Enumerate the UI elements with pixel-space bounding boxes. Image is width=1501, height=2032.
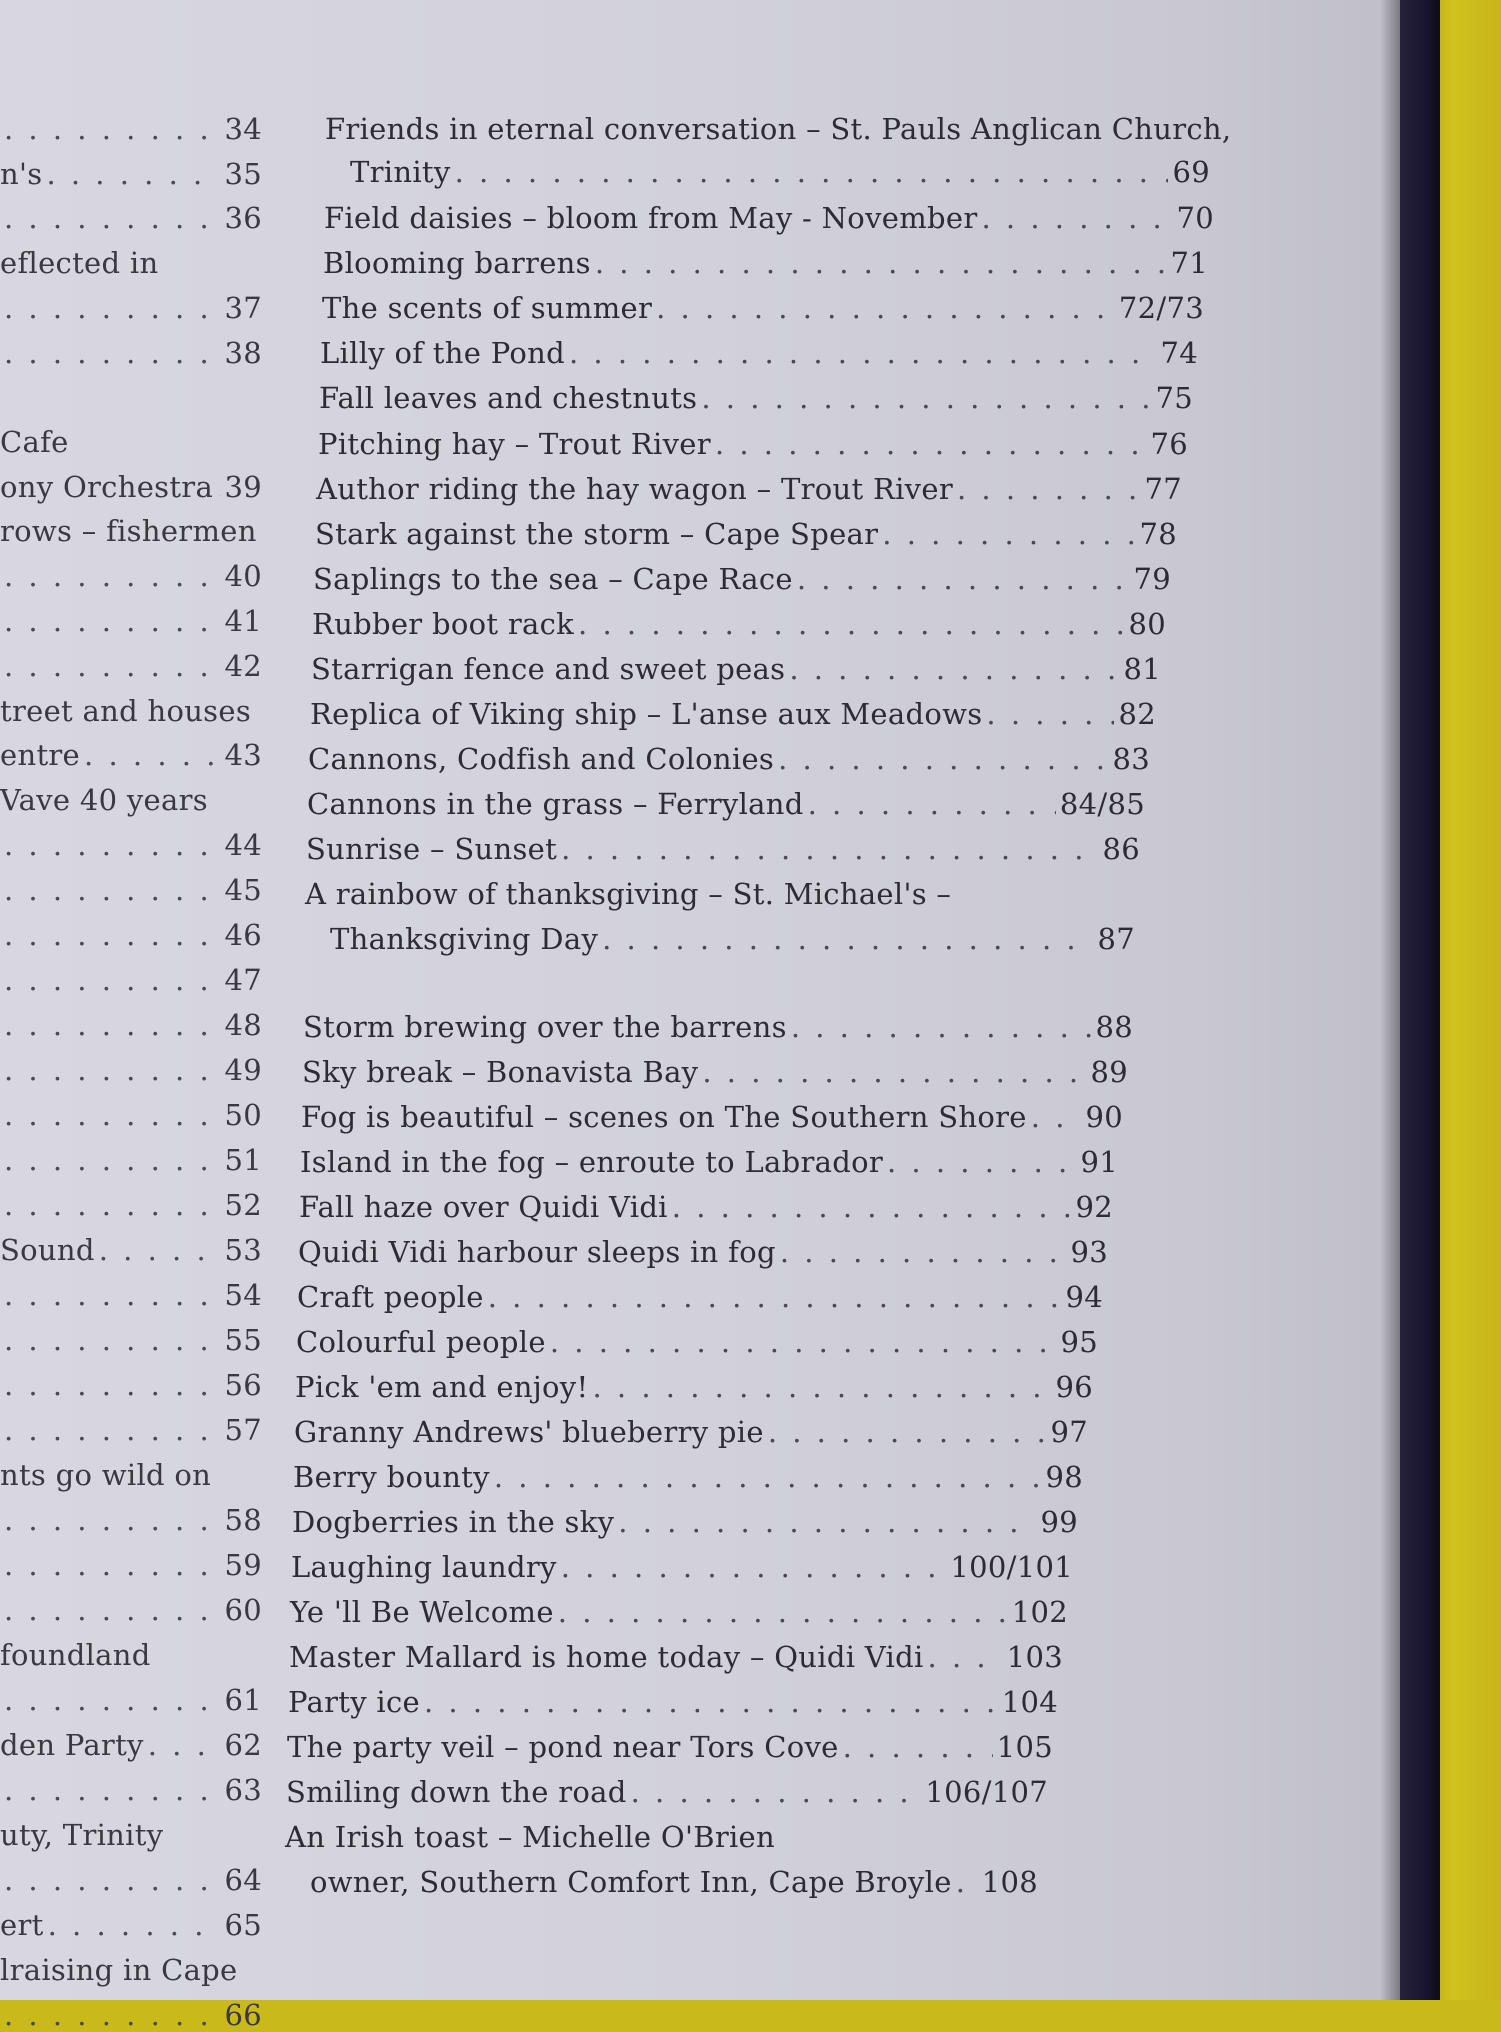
entry-title: Lilly of the Pond bbox=[320, 336, 565, 370]
entry-title: n's bbox=[0, 157, 43, 191]
right-index-entry bbox=[315, 517, 1177, 551]
dot-leader bbox=[48, 1908, 221, 1942]
right-index-entry bbox=[302, 1055, 1128, 1089]
right-index-entry bbox=[292, 1505, 1078, 1539]
right-index-entry bbox=[319, 381, 1193, 415]
left-index-entry bbox=[0, 828, 262, 862]
entry-title: An Irish toast – Michelle O'Brien bbox=[285, 1820, 775, 1854]
left-index-entry bbox=[0, 649, 262, 683]
entry-page-number: 61 bbox=[224, 1683, 262, 1717]
dot-leader bbox=[4, 1593, 220, 1627]
dot-leader bbox=[4, 291, 220, 325]
dot-leader bbox=[592, 1370, 1051, 1404]
right-index-entry bbox=[300, 1145, 1118, 1179]
entry-page-number: 60 bbox=[224, 1593, 262, 1627]
entry-page-number: 34 bbox=[224, 112, 262, 146]
dot-leader bbox=[99, 1233, 221, 1267]
entry-title: Sound bbox=[0, 1233, 95, 1267]
left-index-entry bbox=[0, 1593, 262, 1627]
entry-title: Cannons in the grass – Ferryland bbox=[307, 787, 804, 821]
dot-leader bbox=[797, 562, 1130, 596]
entry-page-number: 39 bbox=[224, 470, 262, 504]
left-index-entry bbox=[0, 1143, 262, 1177]
left-index-entry bbox=[0, 1818, 262, 1852]
entry-title: ony Orchestra bbox=[0, 470, 214, 504]
left-index-entry bbox=[0, 559, 262, 593]
left-index-entry bbox=[0, 470, 262, 504]
entry-page-number: 93 bbox=[1070, 1235, 1108, 1269]
entry-page-number: 51 bbox=[224, 1143, 262, 1177]
dot-leader bbox=[4, 559, 220, 593]
dot-leader bbox=[4, 1008, 220, 1042]
entry-page-number: 76 bbox=[1150, 427, 1188, 461]
entry-page-number: 58 bbox=[224, 1503, 262, 1537]
entry-title: Island in the fog – enroute to Labrador bbox=[300, 1145, 883, 1179]
dot-leader bbox=[780, 1235, 1067, 1269]
right-index-entry bbox=[294, 1415, 1088, 1449]
right-index-entry bbox=[301, 1100, 1123, 1134]
right-index-entry bbox=[320, 336, 1198, 370]
left-index-entry bbox=[0, 1233, 262, 1267]
entry-title: A rainbow of thanksgiving – St. Michael's – bbox=[305, 877, 952, 911]
dot-leader bbox=[887, 1145, 1076, 1179]
left-index-entry bbox=[0, 1458, 262, 1492]
entry-title: Trinity bbox=[350, 155, 451, 189]
left-index-entry bbox=[0, 873, 262, 907]
dot-leader bbox=[4, 918, 220, 952]
left-index-entry bbox=[0, 291, 262, 325]
entry-page-number: 38 bbox=[224, 336, 262, 370]
entry-page-number: 47 bbox=[224, 963, 262, 997]
dot-leader bbox=[789, 652, 1119, 686]
entry-page-number: 53 bbox=[224, 1233, 262, 1267]
right-index-entry bbox=[313, 562, 1171, 596]
dot-leader bbox=[4, 1503, 220, 1537]
right-index-entry bbox=[324, 201, 1214, 235]
entry-page-number: 57 bbox=[224, 1413, 262, 1447]
left-index-entry bbox=[0, 1728, 262, 1762]
dot-leader bbox=[778, 742, 1108, 776]
entry-title: Berry bounty bbox=[293, 1460, 490, 1494]
right-index-entry bbox=[316, 472, 1182, 506]
dot-leader bbox=[558, 1595, 1008, 1629]
entry-title: Stark against the storm – Cape Spear bbox=[315, 517, 879, 551]
right-index-entry bbox=[287, 1730, 1053, 1764]
entry-title: Cafe bbox=[0, 425, 69, 459]
entry-title: Colourful people bbox=[296, 1325, 546, 1359]
dot-leader bbox=[631, 1775, 922, 1809]
left-index-entry bbox=[0, 1098, 262, 1132]
left-index-entry bbox=[0, 1188, 262, 1222]
entry-title: Master Mallard is home today – Quidi Vidi bbox=[289, 1640, 924, 1674]
entry-page-number: 82 bbox=[1118, 697, 1156, 731]
entry-page-number: 106/107 bbox=[925, 1775, 1048, 1809]
entry-page-number: 48 bbox=[224, 1008, 262, 1042]
entry-title: Sky break – Bonavista Bay bbox=[302, 1055, 699, 1089]
entry-title: Author riding the hay wagon – Trout River bbox=[316, 472, 953, 506]
right-index-entry bbox=[295, 1370, 1093, 1404]
right-index-entry bbox=[286, 1775, 1048, 1809]
right-index-entry bbox=[308, 742, 1150, 776]
entry-page-number: 65 bbox=[224, 1908, 262, 1942]
entry-page-number: 74 bbox=[1160, 336, 1198, 370]
right-index-entry bbox=[303, 1010, 1133, 1044]
entry-title: Sunrise – Sunset bbox=[306, 832, 558, 866]
right-index-entry bbox=[305, 877, 1135, 911]
dot-leader bbox=[4, 1413, 220, 1447]
entry-title: Thanksgiving Day bbox=[330, 922, 599, 956]
left-index-entry bbox=[0, 157, 262, 191]
entry-title: Laughing laundry bbox=[291, 1550, 557, 1584]
entry-title: Vave 40 years bbox=[0, 783, 208, 817]
left-index-entry bbox=[0, 604, 262, 638]
left-index-entry bbox=[0, 1323, 262, 1357]
dot-leader bbox=[701, 381, 1151, 415]
right-index-entry bbox=[310, 1865, 1038, 1899]
dot-leader bbox=[561, 832, 1098, 866]
dot-leader bbox=[4, 201, 220, 235]
entry-page-number: 45 bbox=[224, 873, 262, 907]
right-index-entry bbox=[310, 697, 1156, 731]
entry-page-number: 99 bbox=[1040, 1505, 1078, 1539]
dot-leader bbox=[578, 607, 1124, 641]
entry-title: Granny Andrews' blueberry pie bbox=[294, 1415, 764, 1449]
entry-title: owner, Southern Comfort Inn, Cape Broyle bbox=[310, 1865, 952, 1899]
left-index-entry bbox=[0, 425, 262, 459]
dot-leader bbox=[4, 1683, 220, 1717]
right-index-entry bbox=[298, 1235, 1108, 1269]
right-index-entry bbox=[330, 922, 1135, 956]
entry-page-number: 78 bbox=[1139, 517, 1177, 551]
entry-page-number: 35 bbox=[224, 157, 262, 191]
entry-title: Friends in eternal conversation – St. Pauls Anglican Church, bbox=[325, 112, 1232, 146]
entry-page-number: 44 bbox=[224, 828, 262, 862]
dot-leader bbox=[882, 517, 1135, 551]
entry-page-number: 92 bbox=[1075, 1190, 1113, 1224]
entry-title: nts go wild on bbox=[0, 1458, 212, 1492]
dot-leader bbox=[494, 1460, 1042, 1494]
entry-title: Ye 'll Be Welcome bbox=[290, 1595, 554, 1629]
entry-title: foundland bbox=[0, 1638, 151, 1672]
dot-leader bbox=[957, 472, 1140, 506]
dot-leader bbox=[715, 427, 1147, 461]
left-index-entry bbox=[0, 112, 262, 146]
right-index-entry bbox=[288, 1685, 1058, 1719]
dot-leader bbox=[928, 1640, 1003, 1674]
entry-page-number: 84/85 bbox=[1059, 787, 1145, 821]
dot-leader bbox=[595, 246, 1167, 280]
entry-title: Fog is beautiful – scenes on The Southern Shore bbox=[301, 1100, 1027, 1134]
entry-title: Field daisies – bloom from May - November bbox=[324, 201, 978, 235]
entry-title: Craft people bbox=[297, 1280, 484, 1314]
left-index-entry bbox=[0, 1773, 262, 1807]
left-index-entry bbox=[0, 246, 262, 280]
left-index-entry bbox=[0, 1053, 262, 1087]
entry-page-number: 66 bbox=[224, 1998, 262, 2032]
entry-title: The scents of summer bbox=[322, 291, 653, 325]
dot-leader bbox=[4, 604, 220, 638]
entry-title: Fall haze over Quidi Vidi bbox=[299, 1190, 668, 1224]
entry-title: lraising in Cape bbox=[0, 1953, 238, 1987]
entry-title: Rubber boot rack bbox=[312, 607, 575, 641]
entry-page-number: 81 bbox=[1123, 652, 1161, 686]
dot-leader bbox=[1031, 1100, 1082, 1134]
entry-page-number: 49 bbox=[224, 1053, 262, 1087]
dot-leader bbox=[602, 922, 1093, 956]
entry-page-number: 40 bbox=[224, 559, 262, 593]
left-index-entry bbox=[0, 918, 262, 952]
entry-page-number: 56 bbox=[224, 1368, 262, 1402]
entry-title: Replica of Viking ship – L'anse aux Meadows bbox=[310, 697, 983, 731]
entry-title: Smiling down the road bbox=[286, 1775, 627, 1809]
dot-leader bbox=[656, 291, 1115, 325]
right-index-entry bbox=[318, 427, 1188, 461]
dot-leader bbox=[4, 336, 220, 370]
entry-page-number: 79 bbox=[1133, 562, 1171, 596]
entry-page-number: 75 bbox=[1155, 381, 1193, 415]
entry-page-number: 41 bbox=[224, 604, 262, 638]
dot-leader bbox=[46, 157, 220, 191]
dot-leader bbox=[4, 1143, 220, 1177]
right-index-entry bbox=[285, 1820, 1043, 1854]
dot-leader bbox=[455, 155, 1169, 189]
dot-leader bbox=[808, 787, 1056, 821]
entry-page-number: 90 bbox=[1085, 1100, 1123, 1134]
entry-page-number: 54 bbox=[224, 1278, 262, 1312]
entry-page-number: 77 bbox=[1144, 472, 1182, 506]
dot-leader bbox=[982, 201, 1173, 235]
entry-page-number: 64 bbox=[224, 1863, 262, 1897]
right-index-entry bbox=[312, 607, 1166, 641]
dot-leader bbox=[4, 873, 220, 907]
entry-page-number: 100/101 bbox=[950, 1550, 1073, 1584]
left-index-entry bbox=[0, 201, 262, 235]
entry-page-number: 46 bbox=[224, 918, 262, 952]
right-index-entry bbox=[322, 291, 1204, 325]
dot-leader bbox=[618, 1505, 1036, 1539]
entry-title: Pitching hay – Trout River bbox=[318, 427, 711, 461]
entry-page-number: 80 bbox=[1128, 607, 1166, 641]
dot-leader bbox=[217, 470, 220, 504]
entry-title: Dogberries in the sky bbox=[292, 1505, 615, 1539]
dot-leader bbox=[4, 649, 220, 683]
left-index-entry bbox=[0, 1008, 262, 1042]
entry-title: Pick 'em and enjoy! bbox=[295, 1370, 589, 1404]
entry-page-number: 87 bbox=[1097, 922, 1135, 956]
dot-leader bbox=[4, 1188, 220, 1222]
dot-leader bbox=[986, 697, 1114, 731]
left-index-entry bbox=[0, 1368, 262, 1402]
dot-leader bbox=[791, 1010, 1092, 1044]
entry-title: Saplings to the sea – Cape Race bbox=[313, 562, 793, 596]
dot-leader bbox=[4, 112, 220, 146]
dot-leader bbox=[768, 1415, 1047, 1449]
entry-page-number: 36 bbox=[224, 201, 262, 235]
dot-leader bbox=[569, 336, 1157, 370]
dot-leader bbox=[84, 738, 220, 772]
left-index-entry bbox=[0, 963, 262, 997]
entry-page-number: 104 bbox=[1001, 1685, 1058, 1719]
dot-leader bbox=[4, 1368, 220, 1402]
entry-page-number: 108 bbox=[981, 1865, 1038, 1899]
book-cover-edge bbox=[1395, 0, 1440, 2000]
entry-page-number: 83 bbox=[1112, 742, 1150, 776]
left-index-entry bbox=[0, 1638, 262, 1672]
entry-page-number: 97 bbox=[1050, 1415, 1088, 1449]
entry-title: eflected in bbox=[0, 246, 159, 280]
left-index-entry bbox=[0, 1548, 262, 1582]
entry-title: Storm brewing over the barrens bbox=[303, 1010, 787, 1044]
left-index-entry bbox=[0, 1908, 262, 1942]
left-index-entry bbox=[0, 1953, 262, 1987]
dot-leader bbox=[561, 1550, 947, 1584]
entry-page-number: 91 bbox=[1080, 1145, 1118, 1179]
dot-leader bbox=[4, 1278, 220, 1312]
left-index-entry bbox=[0, 783, 262, 817]
entry-page-number: 63 bbox=[224, 1773, 262, 1807]
left-index-entry bbox=[0, 1863, 262, 1897]
right-index-entry bbox=[311, 652, 1161, 686]
dot-leader bbox=[4, 1098, 220, 1132]
entry-page-number: 88 bbox=[1095, 1010, 1133, 1044]
right-index-entry bbox=[289, 1640, 1063, 1674]
right-index-entry bbox=[299, 1190, 1113, 1224]
entry-page-number: 102 bbox=[1011, 1595, 1068, 1629]
left-index-entry bbox=[0, 1503, 262, 1537]
dot-leader bbox=[4, 1548, 220, 1582]
left-index-entry bbox=[0, 1998, 262, 2032]
entry-page-number: 94 bbox=[1065, 1280, 1103, 1314]
left-index-entry bbox=[0, 1683, 262, 1717]
right-index-entry bbox=[323, 246, 1208, 280]
entry-page-number: 71 bbox=[1170, 246, 1208, 280]
right-index-entry bbox=[297, 1280, 1103, 1314]
entry-page-number: 95 bbox=[1060, 1325, 1098, 1359]
entry-title: treet and houses bbox=[0, 694, 252, 728]
entry-page-number: 72/73 bbox=[1118, 291, 1204, 325]
entry-page-number: 62 bbox=[224, 1728, 262, 1762]
left-index-entry bbox=[0, 1413, 262, 1447]
entry-page-number: 96 bbox=[1055, 1370, 1093, 1404]
dot-leader bbox=[4, 828, 220, 862]
left-index-entry bbox=[0, 694, 262, 728]
dot-leader bbox=[488, 1280, 1062, 1314]
entry-title: Party ice bbox=[288, 1685, 420, 1719]
right-index-entry bbox=[291, 1550, 1073, 1584]
entry-page-number: 52 bbox=[224, 1188, 262, 1222]
right-index-entry bbox=[296, 1325, 1098, 1359]
right-index-entry bbox=[307, 787, 1145, 821]
entry-page-number: 89 bbox=[1090, 1055, 1128, 1089]
entry-page-number: 69 bbox=[1172, 155, 1210, 189]
dot-leader bbox=[550, 1325, 1057, 1359]
right-index-entry bbox=[293, 1460, 1083, 1494]
dot-leader bbox=[4, 963, 220, 997]
entry-page-number: 103 bbox=[1006, 1640, 1063, 1674]
entry-title: Blooming barrens bbox=[323, 246, 591, 280]
entry-page-number: 59 bbox=[224, 1548, 262, 1582]
right-index-entry bbox=[350, 155, 1210, 189]
dot-leader bbox=[4, 1773, 220, 1807]
entry-title: den Party bbox=[0, 1728, 144, 1762]
left-index-entry bbox=[0, 738, 262, 772]
entry-page-number: 37 bbox=[224, 291, 262, 325]
entry-title: Starrigan fence and sweet peas bbox=[311, 652, 786, 686]
dot-leader bbox=[4, 1863, 220, 1897]
entry-page-number: 42 bbox=[224, 649, 262, 683]
right-index-entry bbox=[325, 112, 1235, 146]
entry-page-number: 105 bbox=[996, 1730, 1053, 1764]
page-gutter-shadow bbox=[1380, 0, 1400, 2000]
right-index-entry bbox=[306, 832, 1140, 866]
dot-leader bbox=[4, 1998, 220, 2032]
dot-leader bbox=[702, 1055, 1086, 1089]
entry-title: rows – fishermen bbox=[0, 514, 257, 548]
dot-leader bbox=[956, 1865, 978, 1899]
entry-title: Fall leaves and chestnuts bbox=[319, 381, 698, 415]
entry-title: entre bbox=[0, 738, 81, 772]
entry-page-number: 98 bbox=[1045, 1460, 1083, 1494]
entry-page-number: 50 bbox=[224, 1098, 262, 1132]
left-index-entry bbox=[0, 336, 262, 370]
entry-title: Cannons, Codfish and Colonies bbox=[308, 742, 775, 776]
dot-leader bbox=[4, 1053, 220, 1087]
entry-title: uty, Trinity bbox=[0, 1818, 164, 1852]
right-index-entry bbox=[290, 1595, 1068, 1629]
entry-page-number: 43 bbox=[224, 738, 262, 772]
entry-title: Quidi Vidi harbour sleeps in fog bbox=[298, 1235, 776, 1269]
dot-leader bbox=[148, 1728, 221, 1762]
entry-title: ert bbox=[0, 1908, 44, 1942]
entry-page-number: 86 bbox=[1102, 832, 1140, 866]
entry-page-number: 70 bbox=[1176, 201, 1214, 235]
entry-title: The party veil – pond near Tors Cove bbox=[287, 1730, 839, 1764]
entry-page-number: 55 bbox=[224, 1323, 262, 1357]
dot-leader bbox=[843, 1730, 993, 1764]
dot-leader bbox=[672, 1190, 1072, 1224]
dot-leader bbox=[424, 1685, 998, 1719]
dot-leader bbox=[4, 1323, 220, 1357]
left-index-entry bbox=[0, 514, 262, 548]
left-index-entry bbox=[0, 1278, 262, 1312]
